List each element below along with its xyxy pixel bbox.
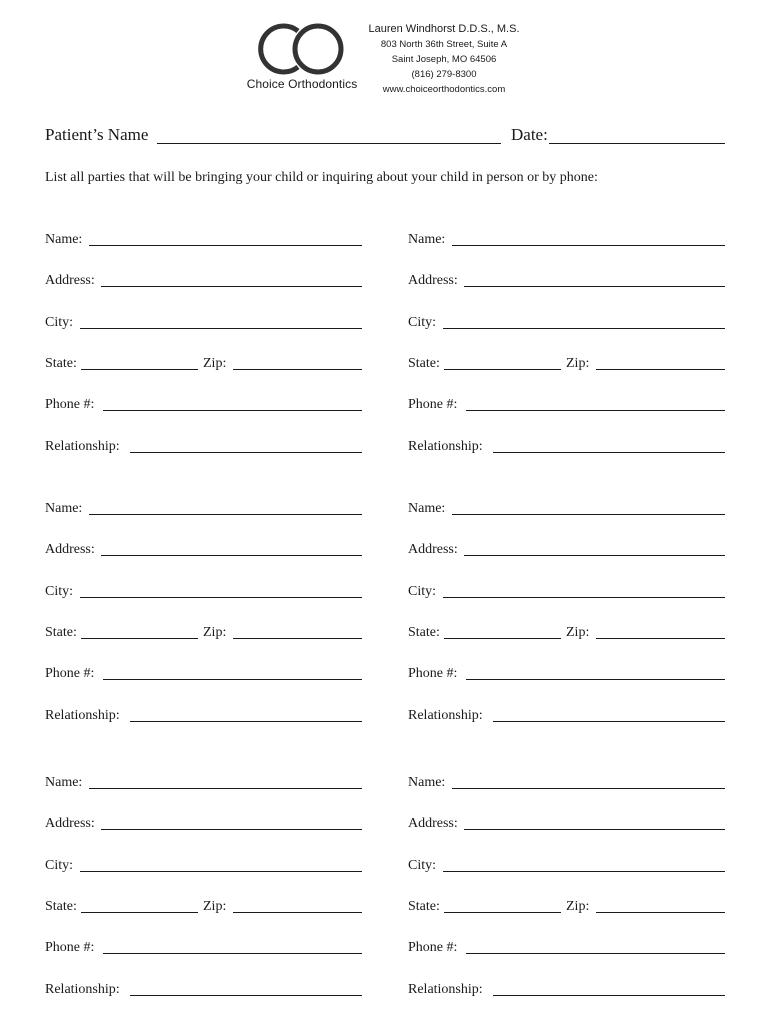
party-3-city-input[interactable] bbox=[80, 597, 362, 598]
party-2-address-input[interactable] bbox=[464, 286, 725, 287]
party-4-city-label: City: bbox=[408, 584, 437, 599]
party-3-name bbox=[45, 499, 362, 519]
party-6-state-label: State: bbox=[408, 899, 440, 914]
party-3-state bbox=[45, 623, 198, 643]
party-6-zip-input[interactable] bbox=[596, 912, 725, 913]
party-1-phone-label: Phone #: bbox=[45, 397, 95, 412]
party-1-relationship-input[interactable] bbox=[130, 452, 362, 453]
party-6-state-input[interactable] bbox=[444, 912, 561, 913]
party-6-phone-label: Phone #: bbox=[408, 940, 458, 955]
party-2-phone bbox=[408, 395, 725, 415]
party-5-phone-input[interactable] bbox=[103, 953, 362, 954]
party-1-zip-input[interactable] bbox=[233, 369, 362, 370]
party-1-name bbox=[45, 230, 362, 250]
party-3-state-input[interactable] bbox=[81, 638, 198, 639]
party-1-zip-label: Zip: bbox=[203, 356, 227, 371]
party-4-zip-input[interactable] bbox=[596, 638, 725, 639]
date-label: Date: bbox=[511, 125, 548, 144]
party-3-zip-label: Zip: bbox=[203, 625, 227, 640]
party-2-zip bbox=[566, 354, 725, 374]
party-4-relationship-label: Relationship: bbox=[408, 708, 483, 723]
party-4-state-input[interactable] bbox=[444, 638, 561, 639]
party-5-relationship bbox=[45, 980, 362, 1000]
party-6-state bbox=[408, 897, 561, 917]
party-5-zip bbox=[203, 897, 362, 917]
party-5-name-label: Name: bbox=[45, 775, 83, 790]
party-6-city-input[interactable] bbox=[443, 871, 725, 872]
party-6-address-input[interactable] bbox=[464, 829, 725, 830]
party-6-city bbox=[408, 856, 725, 876]
party-4-phone-label: Phone #: bbox=[408, 666, 458, 681]
party-5-address-label: Address: bbox=[45, 816, 95, 831]
party-4-phone bbox=[408, 664, 725, 684]
party-4-city bbox=[408, 582, 725, 602]
party-5-zip-input[interactable] bbox=[233, 912, 362, 913]
party-2-state bbox=[408, 354, 561, 374]
party-4-name bbox=[408, 499, 725, 519]
party-5-address bbox=[45, 814, 362, 834]
party-5-city bbox=[45, 856, 362, 876]
party-3-relationship-input[interactable] bbox=[130, 721, 362, 722]
party-5-zip-label: Zip: bbox=[203, 899, 227, 914]
party-6-name bbox=[408, 773, 725, 793]
patient-name-field[interactable] bbox=[157, 143, 501, 144]
party-5-state bbox=[45, 897, 198, 917]
party-4-zip bbox=[566, 623, 725, 643]
party-1-address-input[interactable] bbox=[101, 286, 362, 287]
party-2-city-label: City: bbox=[408, 315, 437, 330]
party-2-name bbox=[408, 230, 725, 250]
party-5-relationship-label: Relationship: bbox=[45, 982, 120, 997]
party-1-name-label: Name: bbox=[45, 232, 83, 247]
party-3-city-label: City: bbox=[45, 584, 74, 599]
party-4-address-label: Address: bbox=[408, 542, 458, 557]
party-3-phone-label: Phone #: bbox=[45, 666, 95, 681]
party-1-city-label: City: bbox=[45, 315, 74, 330]
practice-city: Saint Joseph, MO 64506 bbox=[391, 54, 497, 65]
party-1-relationship bbox=[45, 437, 362, 457]
party-5-relationship-input[interactable] bbox=[130, 995, 362, 996]
party-3-relationship bbox=[45, 706, 362, 726]
patient-name-label: Patient’s Name bbox=[45, 125, 149, 144]
letterhead bbox=[0, 0, 770, 110]
party-3-phone bbox=[45, 664, 362, 684]
party-6-phone bbox=[408, 938, 725, 958]
party-6-relationship-label: Relationship: bbox=[408, 982, 483, 997]
party-1-address bbox=[45, 271, 362, 291]
party-4-name-input[interactable] bbox=[452, 514, 725, 515]
party-4-state-label: State: bbox=[408, 625, 440, 640]
party-5-address-input[interactable] bbox=[101, 829, 362, 830]
practice-website: www.choiceorthodontics.com bbox=[382, 84, 506, 95]
logo-text: Choice Orthodontics bbox=[246, 77, 358, 91]
party-4-state bbox=[408, 623, 561, 643]
party-5-name bbox=[45, 773, 362, 793]
date-field[interactable] bbox=[549, 143, 725, 144]
party-5-phone bbox=[45, 938, 362, 958]
party-2-relationship bbox=[408, 437, 725, 457]
party-6-zip-label: Zip: bbox=[566, 899, 590, 914]
party-4-address-input[interactable] bbox=[464, 555, 725, 556]
practice-info bbox=[348, 22, 540, 97]
practice-address: 803 North 36th Street, Suite A bbox=[380, 39, 508, 50]
party-6-address bbox=[408, 814, 725, 834]
instructions-text: List all parties that will be bringing your child or inquiring about your child in person or by phone: bbox=[45, 170, 598, 185]
party-2-address-label: Address: bbox=[408, 273, 458, 288]
party-1-city-input[interactable] bbox=[80, 328, 362, 329]
doctor-name: Lauren Windhorst D.D.S., M.S. bbox=[368, 23, 520, 35]
party-1-state-label: State: bbox=[45, 356, 77, 371]
party-5-state-label: State: bbox=[45, 899, 77, 914]
party-2-relationship-label: Relationship: bbox=[408, 439, 483, 454]
party-2-address bbox=[408, 271, 725, 291]
party-3-city bbox=[45, 582, 362, 602]
party-3-state-label: State: bbox=[45, 625, 77, 640]
party-1-phone-input[interactable] bbox=[103, 410, 362, 411]
party-5-city-label: City: bbox=[45, 858, 74, 873]
party-1-city bbox=[45, 313, 362, 333]
party-4-phone-input[interactable] bbox=[466, 679, 725, 680]
party-6-relationship-input[interactable] bbox=[493, 995, 725, 996]
party-6-name-input[interactable] bbox=[452, 788, 725, 789]
party-6-address-label: Address: bbox=[408, 816, 458, 831]
party-6-relationship bbox=[408, 980, 725, 1000]
party-2-phone-label: Phone #: bbox=[408, 397, 458, 412]
party-6-phone-input[interactable] bbox=[466, 953, 725, 954]
party-1-state bbox=[45, 354, 198, 374]
patient-date-row bbox=[45, 126, 725, 148]
party-4-relationship bbox=[408, 706, 725, 726]
party-2-city-input[interactable] bbox=[443, 328, 725, 329]
party-3-address-label: Address: bbox=[45, 542, 95, 557]
co-logo-icon bbox=[258, 22, 346, 76]
party-1-address-label: Address: bbox=[45, 273, 95, 288]
party-1-zip bbox=[203, 354, 362, 374]
party-2-state-label: State: bbox=[408, 356, 440, 371]
party-4-zip-label: Zip: bbox=[566, 625, 590, 640]
party-1-name-input[interactable] bbox=[89, 245, 362, 246]
party-4-relationship-input[interactable] bbox=[493, 721, 725, 722]
party-3-address-input[interactable] bbox=[101, 555, 362, 556]
party-5-phone-label: Phone #: bbox=[45, 940, 95, 955]
party-4-address bbox=[408, 540, 725, 560]
party-2-name-input[interactable] bbox=[452, 245, 725, 246]
party-3-relationship-label: Relationship: bbox=[45, 708, 120, 723]
party-6-zip bbox=[566, 897, 725, 917]
party-1-phone bbox=[45, 395, 362, 415]
party-5-name-input[interactable] bbox=[89, 788, 362, 789]
party-3-address bbox=[45, 540, 362, 560]
party-3-zip bbox=[203, 623, 362, 643]
choice-orthodontics-logo bbox=[246, 22, 358, 94]
party-4-city-input[interactable] bbox=[443, 597, 725, 598]
party-2-relationship-input[interactable] bbox=[493, 452, 725, 453]
party-3-name-input[interactable] bbox=[89, 514, 362, 515]
party-4-name-label: Name: bbox=[408, 501, 446, 516]
party-2-name-label: Name: bbox=[408, 232, 446, 247]
party-3-name-label: Name: bbox=[45, 501, 83, 516]
party-3-zip-input[interactable] bbox=[233, 638, 362, 639]
party-2-zip-input[interactable] bbox=[596, 369, 725, 370]
practice-phone: (816) 279-8300 bbox=[411, 69, 477, 80]
party-6-name-label: Name: bbox=[408, 775, 446, 790]
party-5-city-input[interactable] bbox=[80, 871, 362, 872]
party-3-phone-input[interactable] bbox=[103, 679, 362, 680]
party-1-state-input[interactable] bbox=[81, 369, 198, 370]
party-2-zip-label: Zip: bbox=[566, 356, 590, 371]
party-6-city-label: City: bbox=[408, 858, 437, 873]
party-2-city bbox=[408, 313, 725, 333]
party-2-state-input[interactable] bbox=[444, 369, 561, 370]
party-1-relationship-label: Relationship: bbox=[45, 439, 120, 454]
party-2-phone-input[interactable] bbox=[466, 410, 725, 411]
party-5-state-input[interactable] bbox=[81, 912, 198, 913]
